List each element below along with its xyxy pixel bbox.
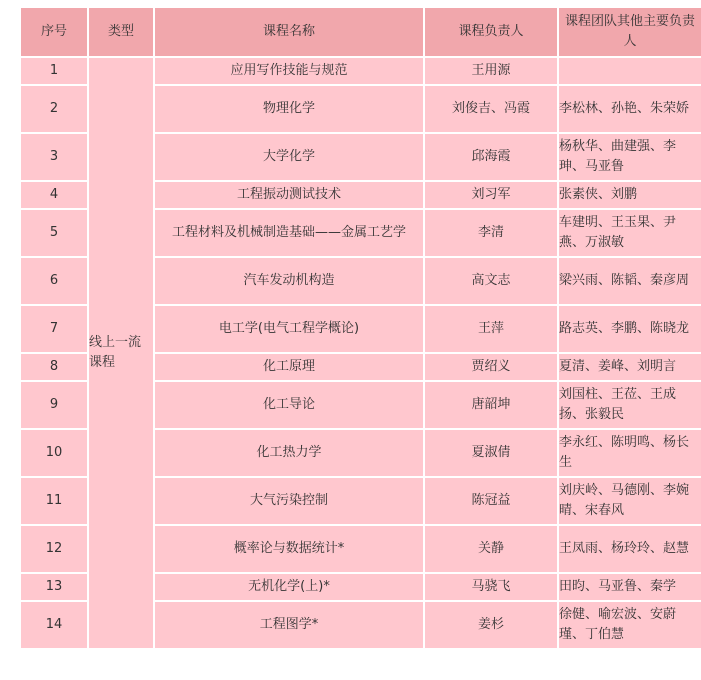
cell-course: 无机化学(上)*: [154, 573, 424, 601]
cell-team: 刘国柱、王莅、王成扬、张毅民: [558, 381, 701, 429]
cell-course: 物理化学: [154, 85, 424, 133]
cell-team: 路志英、李鹏、陈晓龙: [558, 305, 701, 353]
cell-course: 电工学(电气工程学概论): [154, 305, 424, 353]
header-team: 课程团队其他主要负责人: [558, 7, 701, 57]
cell-leader: 李清: [424, 209, 558, 257]
cell-team: 李永红、陈明鸣、杨长生: [558, 429, 701, 477]
cell-leader: 姜杉: [424, 601, 558, 649]
cell-course: 汽车发动机构造: [154, 257, 424, 305]
cell-course: 工程材料及机械制造基础——金属工艺学: [154, 209, 424, 257]
cell-no: 11: [20, 477, 88, 525]
cell-no: 2: [20, 85, 88, 133]
cell-team: 张素侠、刘鹏: [558, 181, 701, 209]
cell-course: 化工热力学: [154, 429, 424, 477]
cell-no: 10: [20, 429, 88, 477]
cell-no: 9: [20, 381, 88, 429]
header-leader: 课程负责人: [424, 7, 558, 57]
cell-course: 工程振动测试技术: [154, 181, 424, 209]
cell-no: 1: [20, 57, 88, 85]
cell-team: 夏清、姜峰、刘明言: [558, 353, 701, 381]
header-type: 类型: [88, 7, 154, 57]
cell-leader: 高文志: [424, 257, 558, 305]
course-table: [19, 6, 701, 650]
table-row: [20, 57, 701, 85]
cell-team: 杨秋华、曲建强、李珅、马亚鲁: [558, 133, 701, 181]
cell-no: 4: [20, 181, 88, 209]
header-row: [20, 7, 701, 57]
cell-team: [558, 57, 701, 85]
cell-leader: 关静: [424, 525, 558, 573]
cell-course: 概率论与数据统计*: [154, 525, 424, 573]
cell-no: 12: [20, 525, 88, 573]
cell-leader: 唐韶坤: [424, 381, 558, 429]
cell-team: 刘庆岭、马德刚、李婉晴、宋春风: [558, 477, 701, 525]
cell-leader: 王用源: [424, 57, 558, 85]
cell-course: 大气污染控制: [154, 477, 424, 525]
cell-team: 徐健、喻宏波、安蔚瑾、丁伯慧: [558, 601, 701, 649]
cell-team: 田昀、马亚鲁、秦学: [558, 573, 701, 601]
table-body: [20, 57, 701, 649]
header-course: 课程名称: [154, 7, 424, 57]
cell-course: 大学化学: [154, 133, 424, 181]
header-no: 序号: [20, 7, 88, 57]
cell-leader: 刘习军: [424, 181, 558, 209]
cell-no: 7: [20, 305, 88, 353]
cell-course: 应用写作技能与规范: [154, 57, 424, 85]
cell-leader: 王萍: [424, 305, 558, 353]
cell-course: 化工原理: [154, 353, 424, 381]
cell-leader: 陈冠益: [424, 477, 558, 525]
cell-leader: 夏淑倩: [424, 429, 558, 477]
cell-no: 3: [20, 133, 88, 181]
cell-team: 王凤雨、杨玲玲、赵慧: [558, 525, 701, 573]
cell-course: 工程图学*: [154, 601, 424, 649]
cell-no: 13: [20, 573, 88, 601]
cell-leader: 邱海霞: [424, 133, 558, 181]
cell-no: 8: [20, 353, 88, 381]
cell-team: 李松林、孙艳、朱荣娇: [558, 85, 701, 133]
cell-no: 6: [20, 257, 88, 305]
cell-leader: 马骁飞: [424, 573, 558, 601]
cell-leader: 贾绍义: [424, 353, 558, 381]
cell-type: 线上一流课程: [88, 57, 154, 649]
cell-team: 车建明、王玉果、尹燕、万淑敏: [558, 209, 701, 257]
cell-team: 梁兴雨、陈韬、秦彦周: [558, 257, 701, 305]
cell-no: 5: [20, 209, 88, 257]
cell-leader: 刘俊吉、冯霞: [424, 85, 558, 133]
cell-course: 化工导论: [154, 381, 424, 429]
cell-no: 14: [20, 601, 88, 649]
